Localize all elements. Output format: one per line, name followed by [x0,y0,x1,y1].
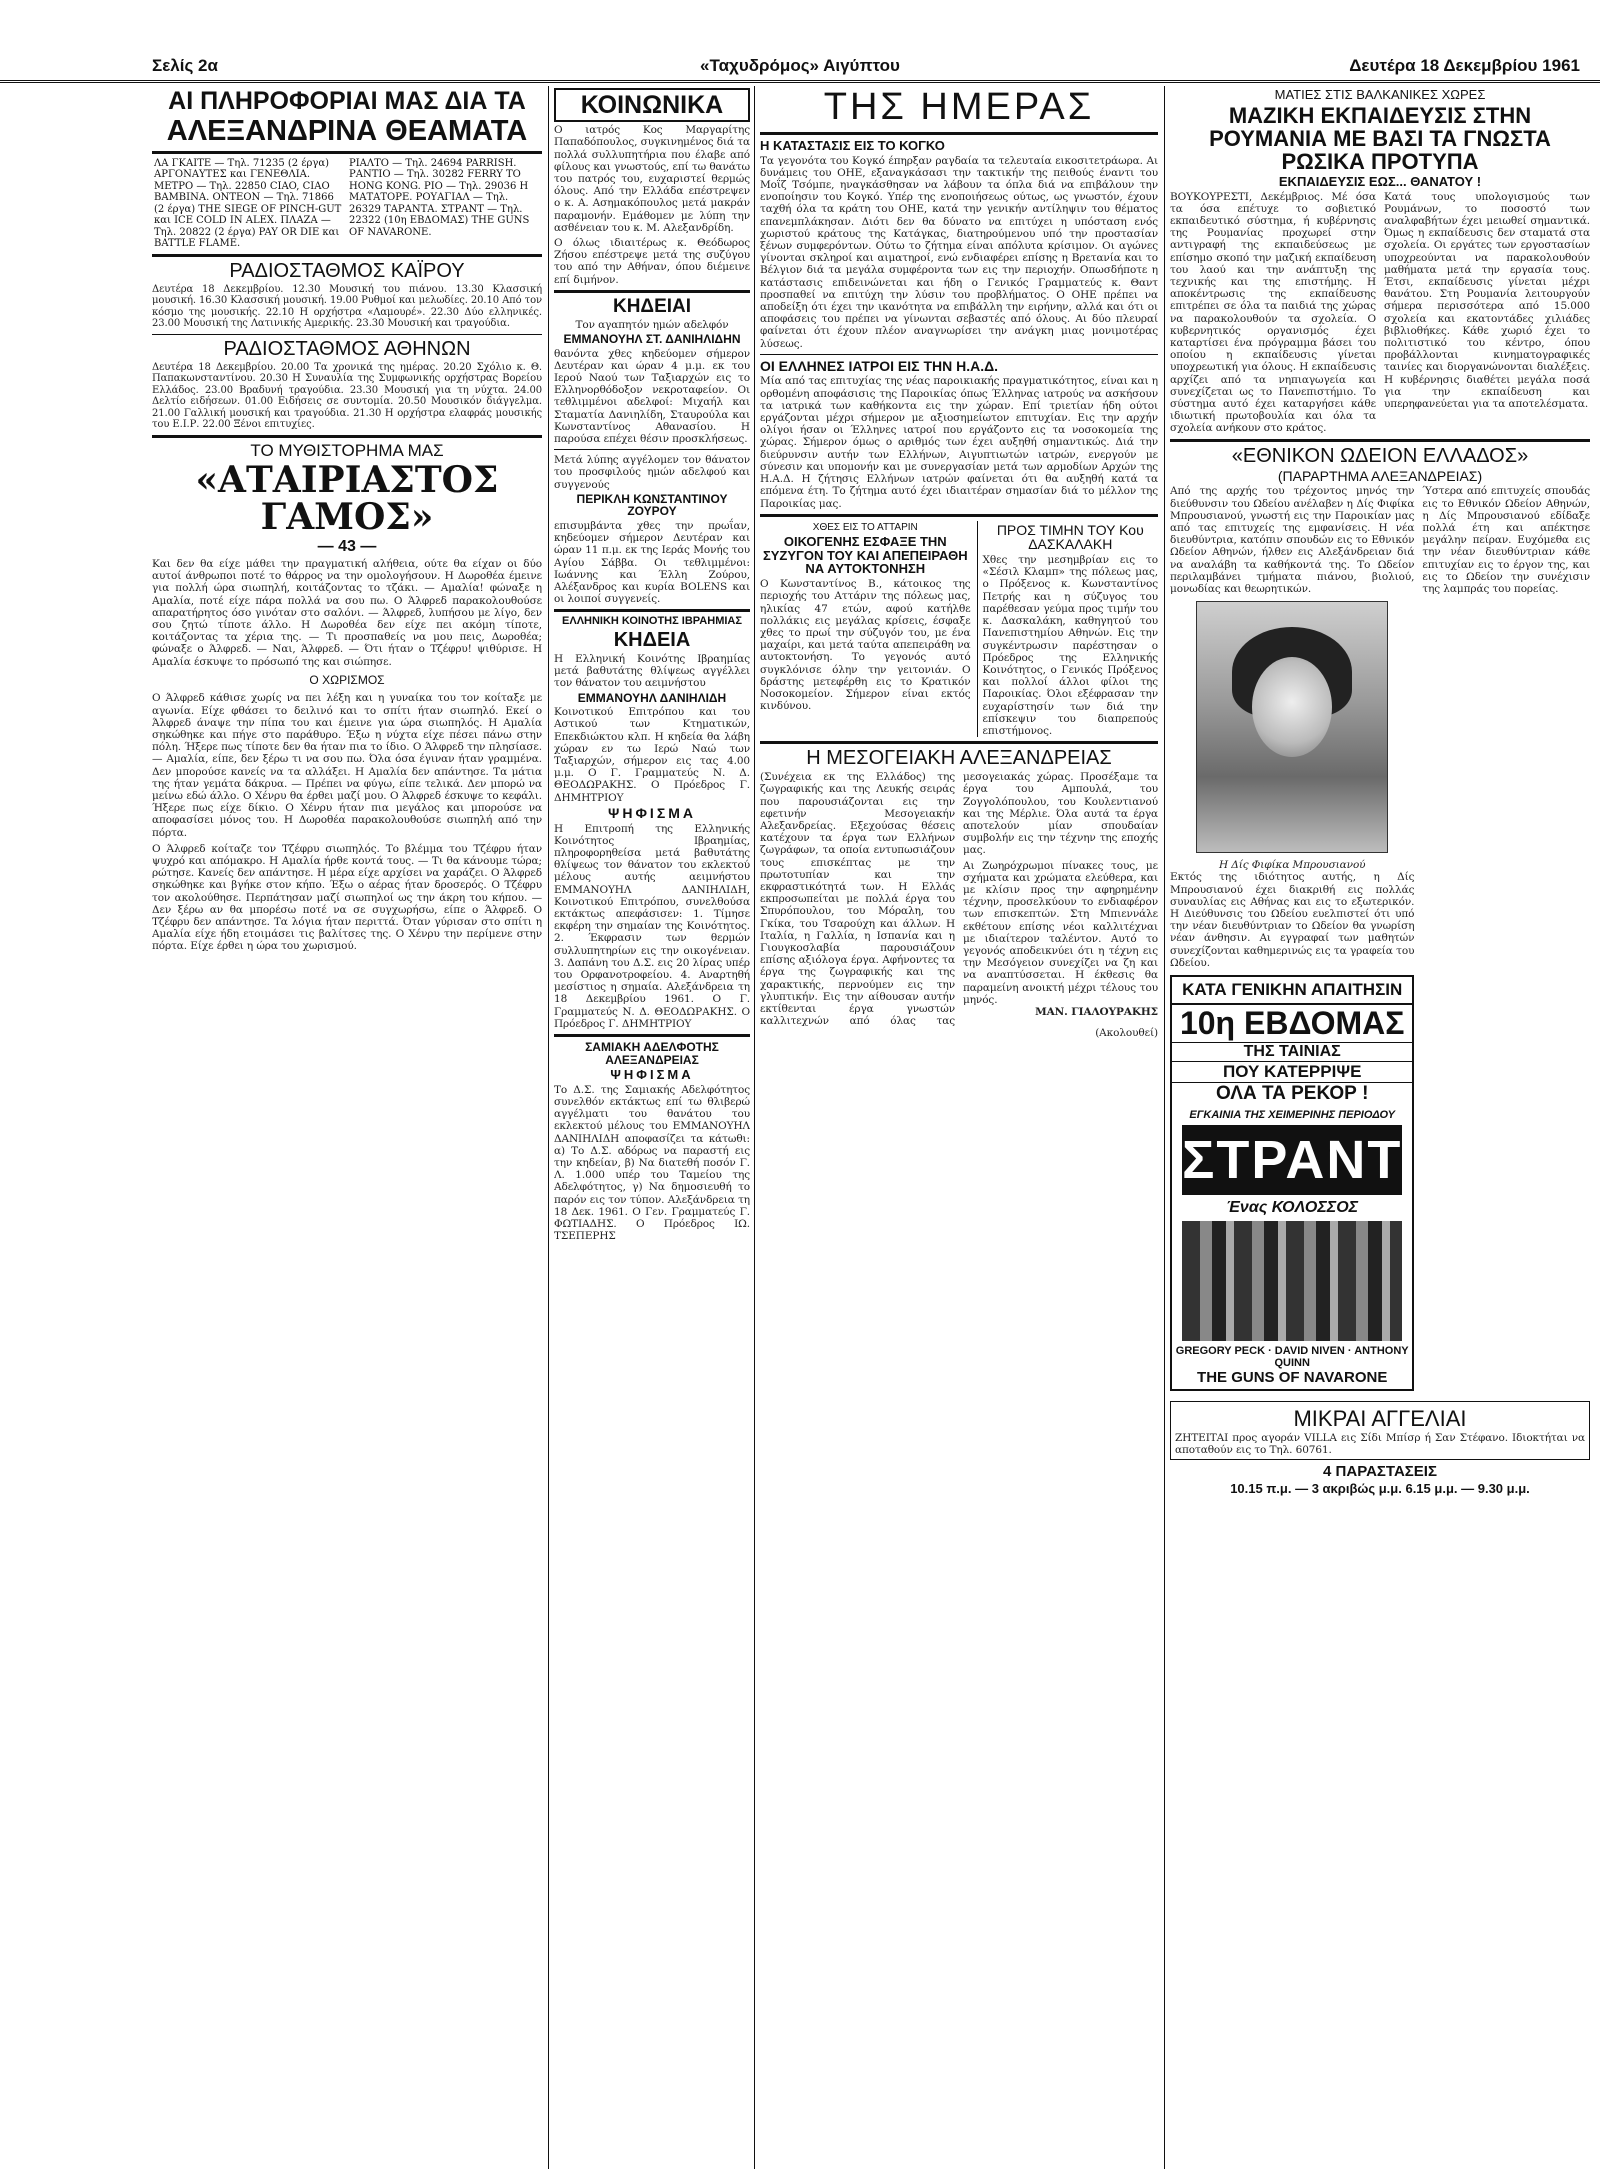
article-headline: ΜΑΖΙΚΗ ΕΚΠΑΙΔΕΥΣΙΣ ΣΤΗΝ ΡΟΥΜΑΝΙΑ ΜΕ ΒΑΣΙ ΤΑ ΓΝΩΣΤΑ ΡΩΣΙΚΑ ΠΡΟΤΥΠΑ [1209,102,1551,174]
article-headline: ΟΙ ΕΛΛΗΝΕΣ ΙΑΤΡΟΙ ΕΙΣ ΤΗΝ Η.Α.Δ. [760,357,999,374]
divider [760,741,1158,744]
resolution-title: ΨΗΦΙΣΜΑ [608,804,696,821]
radio-cairo-title: ΡΑΔΙΟΣΤΑΘΜΟΣ ΚΑΪΡΟΥ [229,259,465,282]
divider [554,290,750,293]
photo-caption: Η Δίς Φιφίκα Μπρουσιανού [1218,859,1366,872]
novel-installment: — 43 — [317,538,377,556]
conservatory-left [1170,485,1414,1397]
cinema-section-title: ΑΛΕΞΑΝΔΡΙΝΑ ΘΕΑΜΑΤΑ [166,115,528,148]
divider [760,132,1158,135]
obituary-text: επισυμβάντα χθες την πρωΐαν, κηδεύομεν σήμερον Δευτέραν και ώραν 11 π.μ. εκ της Ιεράς Μονής του Αγίου Σάββα. Οι τεθλιμμένοι: Ιωάννης και Έλλη Ζούρου, Αλέξανδρος και κυρία BOLENS και οι λοιποί συγγενείς. [554,520,750,606]
novel-kicker: ΤΟ ΜΥΘΙΣΤΟΡΗΜΑ ΜΑΣ [250,440,444,460]
mediterranean-headline: Η ΜΕΣΟΓΕΙΑΚΗ ΑΛΕΞΑΝΔΡΕΙΑΣ [806,747,1112,770]
obituary-name: ΕΜΜΑΝΟΥΗΛ ΣΤ. ΔΑΝΙΗΛΙΔΗΝ [563,332,741,347]
divider [554,1034,750,1037]
article-text: Από της αρχής του τρέχοντος μηνός την διεύθυνσιν του Ωδείου ανέλαβεν η Δίς Φιφίκα Μπρουσιανού, γνωστή εις την Παροικίαν μας από τας επιτυχείς της εμφανίσεις. Η νέα διευθύντρια, κατόπιν σπουδών εις το Εθνικόν Ωδείον Αθηνών, ήλθεν εις Αλεξάνδρειαν διά να αναλάβη τα καθήκοντά της. Το Ωδείον περιλαμβάνει τμήματα πιάνου, βιολιού, μονωδίας και θεωρητικών. [1170,485,1415,595]
community-name: ΕΛΛΗΝΙΚΗ ΚΟΙΝΟΤΗΣ ΙΒΡΑΗΜΙΑΣ [562,615,742,628]
classifieds-title: ΜΙΚΡΑΙ ΑΓΓΕΛΙΑΙ [1293,1405,1467,1431]
novel-text: Ο Άλφρεδ κοίταζε τον Τζέφρυ σιωπηλός. Το βλέμμα του Τζέφρυ ήταν ψυχρό και απόμακρο. Η Αμαλία ήρθε κοντά τους. — Τι θα κάνουμε τώρα; ρώτησε. Κανείς δεν απάντησε. Η μέρα είχε αρχίσει να χαράζει. Ο Άλφρεδ σηκώθηκε και βγήκε στον κήπο. Έξω ο αέρας ήταν δροσερός. Ο Τζέφρυ τον ακολούθησε. Περπάτησαν μαζί σιωπηλοί ως την άκρη του κήπου. — Δεν ξέρω αν θα μπορέσω ποτέ να σε συγχωρήσω, είπε ο Άλφρεδ. Ο Τζέφρυ δεν απάντησε. Τα λόγια ήταν περιττά. Όταν γύρισαν στο σπίτι η Αμαλία είχε ήδη ετοιμάσει τις βαλίτσες της. Ο Χένρυ την περίμενε στην πόρτα. Είχε έρθει η ώρα του χωρισμού. [152,842,542,953]
navarone-ad [1170,975,1414,1391]
portrait-photo [1196,601,1388,853]
resolution-title: ΨΗΦΙΣΜΑ [610,1067,694,1083]
poster-art [1182,1221,1402,1341]
issue-date: Δευτέρα 18 Δεκεμβρίου 1961 [1349,56,1580,75]
news-boxes [760,521,1158,737]
article-text: Τα γεγονότα του Κογκό έπηρξαν ραγδαία τα τελευταία εικοσιτετράωρα. Αι δυνάμεις του ΟΗΕ, εξαναγκάσασι την τακτικήν της πειθούς έναντι του Μοΐζ Τσόμπε, ηναγκάσθησαν να λάβουν τα όπλα διά να επιβάλουν την ενοποίησιν του Κογκό. Υπέρ της ενοποιήσεως ούτως, ως γνωστόν, έχουν ταχθή όλα τα κράτη του ΟΗΕ, κατά την γενικήν αντίληψιν του θέματος επανεμπλάκησαν. Διότι δεν θα δύνατο να επιτύχει η υπόσταση ενός χωριστού κράτους της Κατάγκας, διατηρούμενου υπό την προστασίαν ξένων συμφερόντων. Ούτω το ζήτημα είναι απόλυτα κρίσιμον. Οι αγώνες γίνονται σκληροί και αιματηροί, ενώ ενδιαφέρει επίσης η Βρετανία και το Βέλγιον διά τα μεγάλα συμφέροντα των εις την περιοχήν. Οπωσδήποτε η κατάστασις επιδεινώνεται και ήδη ο Γενικός Γραμματεύς κ. Θαντ προσπαθεί να επιτύχη την λύσιν του προβλήματος. Ο ΟΗΕ πρέπει να αποδείξη ότι έχει την ικανότητα να επιβάλλη την ειρήνην, αλλά και ότι οι αποφάσεις του πρέπει να γίνωνται σεβαστές από όλους. Αι δύο πλευραί φαίνεται ότι έχουν πλέον αναγνωρίσει την ανάγκη μιας μονιμοτέρας λύσεως. [760,154,1158,350]
article-subheadline: ΕΚΠΑΙΔΕΥΣΙΣ ΕΩΣ... ΘΑΝΑΤΟΥ ! [1278,173,1482,189]
conservatory-title: «ΕΘΝΙΚΟΝ ΩΔΕΙΟΝ ΕΛΛΑΔΟΣ» [1231,444,1529,467]
ad-line: ΤΗΣ ΤΑΙΝΙΑΣ [1172,1042,1412,1062]
attarin-story [760,521,971,737]
newspaper-name: «Ταχυδρόμος» Αιγύπτου [700,56,900,75]
obituary-intro: Τον αγαπητόν ημών αδελφόν [575,318,729,331]
article-text: Εκτός της ιδιότητος αυτής, η Δίς Μπρουσιανού έχει διακριθή εις πολλάς συναυλίας εις Αθήνας και εις το εξωτερικόν. Η Διεύθυνσις του Ωδείου ευελπιστεί ότι υπό την νέαν διευθύντριαν το Ωδείον θα γνωρίση νέαν άνθησιν. Αι εγγραφαί των μαθητών συνεχίζονται καθημερινώς εις τα γραφεία του Ωδείου. [1170,871,1415,969]
novel-subheading: Ο ΧΩΡΙΣΜΟΣ [309,672,385,687]
column-rule [754,86,755,2169]
story-text: Ο Κωνσταντίνος Β., κάτοικος της περιοχής του Αττάριν της πόλεως μας, ηλικίας 47 ετών, αφού κατήλθε πολλάκις εις μεγάλας κρίσεις, έσφαξε χθες το πρωί την σύζυγόν του, με ένα μαχαίρι, και μετά ταύτα απεπειράθη να αυτοκτονήση. Το γεγονός αυτό συγκλόνισε όλην την γειτονιάν. Ο δράστης μετεφέρθη εις το Κρατικόν Νοσοκομείον. Σήμερον είναι εκτός κινδύνου. [760,578,971,713]
cinema-listings-left: ΛΑ ΓΚΑΙΤΕ — Τηλ. 71235 (2 έργα) ΑΡΓΟΝΑΥΤΕΣ και ΓΕΝΕΘΛΙΑ. ΜΕΤΡΟ — Τηλ. 22850 CIAO, CIAO BAMBINA. ΟΝΤΕΟΝ — Τηλ. 71866 (2 έργα) THE SIEGE OF PINCH-GUT και ICE COLD IN ALEX. ΠΛΑΖΑ — Τηλ. 20822 (2 έργα) PAY OR DIE και BATTLE FLAME. [154,157,342,250]
ad-line: 10η ΕΒΔΟΜΑΣ [1179,1004,1405,1041]
conservatory-body [1170,485,1590,1397]
daskalakis-story [977,521,1158,737]
divider [152,435,542,438]
divider [554,609,750,612]
column-entertainment [152,86,542,2169]
divider [152,334,542,335]
ad-line: ΟΛΑ ΤΑ ΡΕΚΟΡ ! [1172,1082,1412,1105]
funeral-text: Η Ελληνική Κοινότης Ιβραημίας μετά βαθυτάτης θλίψεως αγγέλλει τον θάνατον του αειμνήστου [554,653,750,690]
conservatory-subtitle: (ΠΑΡΑΡΤΗΜΑ ΑΛΕΞΑΝΔΡΕΙΑΣ) [1277,467,1483,484]
ad-tagline: Ένας ΚΟΛΟΣΣΟΣ [1226,1198,1359,1216]
cinema-listings [152,158,542,250]
funeral-name: ΕΜΜΑΝΟΥΗΛ ΔΑΝΙΗΛΙΔΗ [577,690,727,705]
article-text: Ύστερα από επιτυχείς σπουδάς εις το Εθνικόν Ωδείον Αθηνών, η Δίς Μπρουσιανού εδίδαξε πολλά έτη και απέκτησε μεγάλην πείραν. Ευχόμεθα εις την νέαν διευθύντριαν κάθε επιτυχίαν εις το έργον της, και εις το Ωδείον την συνέχισιν της λαμπράς του πορείας. [1422,485,1590,595]
column-rule [1164,86,1165,2169]
ad-line: ΚΑΤΑ ΓΕΝΙΚΗΝ ΑΠΑΙΤΗΣΙΝ [1172,977,1412,1005]
ad-line: ΠΟΥ ΚΑΤΕΡΡΙΨΕ [1222,1061,1362,1081]
radio-athens-schedule: Δευτέρα 18 Δεκεμβρίου. 20.00 Τα χρονικά της ημέρας. 20.20 Σχόλιο κ. Θ. Παπακωνσταντίνου. 20.30 Η Συναυλία της Συμφωνικής ορχήστρας Βορείου Ελλάδος. 23.00 Βραδυνή τραγούδια. 23.30 Μουσική για τη νύχτα. 24.00 Δελτίο ειδήσεων. 01.00 Ειδήσεις σε συντομία. 20.50 Μουσικόν διάγγελμα. 21.00 Γαλλική μουσική και τραγούδια. 21.30 Η ορχήστρα ελαφράς μουσικής του Ε.Ι.Ρ. 22.00 Ξένοι επιτυχίες. [152,361,542,431]
social-news: Ο όλως ιδιαιτέρως κ. Θεόδωρος Ζήσου επέστρεψε μετά της συζύγου του από την Αθήναν, όπου διέμεινε επί διμήνον. [554,237,750,286]
divider [1170,439,1590,442]
ad-showings: 4 ΠΑΡΑΣΤΑΣΕΙΣ [1323,1463,1437,1481]
ad-promo: ΕΓΚΑΙΝΙΑ ΤΗΣ ΧΕΙΜΕΡΙΝΗΣ ΠΕΡΙΟΔΟΥ [1189,1108,1396,1121]
novel-text: Ο Άλφρεδ κάθισε χωρίς να πει λέξη και η γυναίκα του τον κοίταξε με αγωνία. Είχε φθάσει το δειλινό και το σπίτι ήταν σιωπηλό. Εκεί ο Άλφρεδ άναψε την πίπα του και έμεινε για ώρα σιωπηλός. Η Αμαλία σηκώθηκε και πήγε στο παράθυρο. Έξω η νύχτα είχε πέσει πάνω στην πόλη. Ήξερε πως τίποτε δεν θα ήταν πια το ίδιο. Ο Άλφρεδ την πλησίασε. — Αμαλία, είπε, δεν ξέρω τι να σου πω. Όλα όσα έγιναν ήταν γραμμένα. Δεν μπορούσε κανείς να τα αλλάξει. Η Αμαλία δεν απάντησε. Τα μάτια της ήταν γεμάτα δάκρυα. — Πρέπει να φύγω, είπε τελικά. Δεν μπορώ να μείνω εδώ άλλο. Ο Χένρυ θα έρθει μαζί μου. Ο Άλφρεδ έσκυψε το κεφάλι. Ήξερε πως είχε δίκιο. Ο Χένρυ ήταν πια μεγάλος και μπορούσε να αποφασίσει μόνος του. Η Δωροθέα παρακολουθούσε σιωπηλή από την πόρτα. [152,692,542,839]
novel-text: Και δεν θα είχε μάθει την πραγματική αλήθεια, ούτε θα είχαν οι δύο αυτοί άνθρωποι ποτέ το θάρρος να την ομολογήσουν. Η Δωροθέα έμεινε για πολλή ώρα σιωπηλή, κοιτάζοντας το τζάκι. — Αμαλία! φώναξε η Αμαλία, ποτέ είχε πάρα πολλά να σου πω. Ο Άλφρεδ παρακολουθούσε απαρατήρητος όσο γινόταν στο σαλόνι. — Άλφρεδ, λυπήσου με λίγο, δεν σου ζητώ τίποτε άλλο. Η Δωροθέα δεν είχε πει ακόμη τίποτε, κοιτάζοντας τα χέρια της. — Τι προσπαθείς να μου πεις, Δωροθέα; φώναξε ο Άλφρεδ. — Ναι, Άλφρεδ. — Ότι ήταν ο Τζέφρυ! ψιθύρισε. Η Αμαλία έσκυψε το πρόσωπό της και σιώπησε. [152,557,542,668]
portrait-face [1252,657,1332,757]
obituary-intro: Μετά λύπης αγγέλομεν τον θάνατον του προσφιλούς ημών αδελφού και συγγενούς [554,454,750,491]
ad-cast: GREGORY PECK · DAVID NIVEN · ANTHONY QUINN [1175,1344,1409,1369]
funeral-text: Κοινοτικού Επιτρόπου και του Αστικού των Κτηματικών, Επεκδιώκτου κλπ. Η κηδεία θα λάβη χώραν εν τω Ιερώ Ναώ των Ταξιαρχών, σήμερον εις τας 4.00 μ.μ. Ο Γ. Γραμματεύς Ν. Δ. ΘΕΟΔΩΡΑΚΗΣ. Ο Πρόεδρος Γ. ΔΗΜΗΤΡΙΟΥ [554,706,750,804]
story-kicker: ΧΘΕΣ ΕΙΣ ΤΟ ΑΤΤΑΡΙΝ [812,521,918,533]
social-news: Ο ιατρός Κος Μαργαρίτης Παπαδόπουλος, συγκινημένος διά τα πολλά συλλυπητήρια που έλαβε από φίλους και γνωστούς, επί τω θανάτω του πατρός του, ευχαριστεί θερμώς όλους. Από την Ελλάδα επέστρεψεν ο κ. Α. Ασημακόπουλος μετά μακράν παραμονήν. Εμάθομεν με λύπη την ασθένειαν του κ. Μ. Αλεξανδρίδη. [554,124,750,234]
article-text: ΒΟΥΚΟΥΡΕΣΤΙ, Δεκέμβριος. Μέ όσα τα όσα επέτυχε το σοβιετικό εκπαιδευτικό σύστημα, ή κυβέρνησις της Ρουμανίας προχωρεί στην αντιγραφή της εκπαιδεύσεως με επίσημο σκοπό την μαζική εκπαίδευση του λαού και την ανάπτυξη της τεχνικής και της επιστήμης. Η αποκέντρωσις της εκπαίδευσης επιτρέπει σε όλα τα παιδιά της χώρας να παρακολουθούν τα σχολεία. Ο κυβερνητικός οργανισμός έχει καταρτίσει ένα πρόγραμμα βάσει του οποίου η εκπαίδευσις γίνεται υποχρεωτική για όλους. Η εκπαίδευσις αρχίζει από τα νηπιαγωγεία και συνεχίζεται ως το Πανεπιστήμιο. Το σύστημα αυτό έχει καταργήσει κάθε ιδιωτική πρωτοβουλία και όλα τα σχολεία ανήκουν στο κράτος. [1170,190,1376,435]
continued-note: (Ακολουθεί) [1095,1027,1158,1040]
brotherhood-name: ΣΑΜΙΑΚΗ ΑΔΕΛΦΟΤΗΣ ΑΛΕΞΑΝΔΡΕΙΑΣ [585,1039,719,1067]
masthead [0,54,1600,83]
article-signature: ΜΑΝ. ΓΙΑΛΟΥΡΑΚΗΣ [1035,1005,1158,1018]
conservatory-right [1422,485,1590,1397]
today-title: ΤΗΣ ΗΜΕΡΑΣ [823,86,1095,128]
divider [152,254,542,257]
radio-athens-title: ΡΑΔΙΟΣΤΑΘΜΟΣ ΑΘΗΝΩΝ [223,337,471,360]
cinema-section-title: ΑΙ ΠΛΗΡΟΦΟΡΙΑΙ ΜΑΣ ΔΙΑ ΤΑ [168,87,526,115]
page-number: Σελίς 2α [152,56,218,75]
obituary-name: ΠΕΡΙΚΛΗ ΚΩΝΣΤΑΝΤΙΝΟΥ ΖΟΥΡΟΥ [576,491,728,519]
divider [554,449,750,450]
column-rule [548,86,549,2169]
divider [152,151,542,154]
obituary-text: θανόντα χθες κηδεύομεν σήμερον Δευτέραν και ώραν 4 μ.μ. εκ του Ιερού Ναού των Ταξιαρχών εις το Ελληνορθόδοξον νεκροταφείον. Οι τεθλιμμένοι αδελφοί: Μιχαήλ και Σταματία Δανιηλίδη, Σταυρούλα και Κωνσταντίνος Αθανασίου. Η παρούσα επέχει θέσιν προσκλήσεως. [554,347,750,446]
divider [760,514,1158,517]
funerals-title: ΚΗΔΕΙΑΙ [612,295,692,317]
mediterranean-article [760,771,1158,1027]
social-title: ΚΟΙΝΩΝΙΚΑ [554,88,750,122]
story-headline: ΟΙΚΟΓΕΝΗΣ ΕΣΦΑΞΕ ΤΗΝ ΣΥΖΥΓΟΝ ΤΟΥ ΚΑΙ ΑΠΕΠΕΙΡΑΘΗ ΝΑ ΑΥΤΟΚΤΟΝΗΣΗ [762,534,968,577]
ad-cinema-name: ΣΤΡΑΝΤ [1182,1125,1402,1195]
ad-film-title: THE GUNS OF NAVARONE [1197,1368,1388,1386]
resolution-text: Το Δ.Σ. της Σαμιακής Αδελφότητος συνελθόν εκτάκτως επί τω θλιβερώ αγγέλματι του θανάτου του εκλεκτού μέλους του ΕΜΜΑΝΟΥΗΛ ΔΑΝΙΗΛΙΔΗ αποφασίζει τα κάτωθι: α) Το Δ.Σ. αδόρως να παραστή εις την κηδείαν, β) Να διατεθή ποσόν Γ. Λ. 1.000 υπέρ του Ταμείου της Αδελφότητος, γ) Να δημοσιευθή το παρόν εις τον τύπον. Αλεξάνδρεια τη 18 Δεκ. 1961. Ο Γεν. Γραμματεύς Γ. ΦΩΤΙΑΔΗΣ. Ο Πρόεδρος ΙΩ. ΤΣΕΠΕΡΗΣ [554,1083,750,1243]
article-text: Αι Ζωηρόχρωμοι πίνακες τους, με σχήματα και χρώματα ελεύθερα, και με κλίσιν προς την αφηρημένην τέχνην, προσελκύουν το ενδιαφέρον των επισκεπτών. Στη Μπιεννάλε εκθέτουν επίσης νέοι καλλιτέχναι με ιδιαίτερον ταλέντον. Αυτό το γεγονός αποδεικνύει ότι η τέχνη εις την Μεσόγειον συνεχίζει να ζη και να αναπτύσσεται. Η έκθεσις θα παραμείνη ανοικτή μέχρι τέλους του μηνός. [963,859,1158,1006]
funeral-title: ΚΗΔΕΙΑ [613,629,691,652]
column-today [760,86,1158,2169]
radio-cairo-schedule: Δευτέρα 18 Δεκεμβρίου. 12.30 Μουσική του πιάνου. 13.30 Κλασσική μουσική. 16.30 Κλασσική μουσική. 19.00 Ρυθμοί και μελωδίες. 20.10 Από τον κόσμο της μουσικής. 22.10 Η ορχήστρα «Λαμουρέ». 22.30 Δύο ελληνικές. 23.00 Μουσική της Λατινικής Αμερικής. 23.30 Μουσική και τραγούδια. [152,283,542,330]
resolution-text: Η Επιτροπή της Ελληνικής Κοινότητος Ιβραημίας, πληροφορηθείσα μετά βαθυτάτης θλίψεως τον θάνατον του εκλεκτού μέλους αυτής αειμνήστου ΕΜΜΑΝΟΥΗΛ ΔΑΝΙΗΛΙΔΗ, Κοινοτικού Επιτρόπου, συνελθούσα εκτάκτως απεφάσισεν: 1. Τίμησε εκφέρη την σημαίαν της Κοινότητος. 2. Έκφρασιν των θερμών συλλυπητηρίων εις την οικογένειαν. 3. Δαπάνη του Δ.Σ. εις 20 λίρας υπέρ του Ορφανοτροφείου. 4. Αναρτηθή μεσίστιος η σημαία. Αλεξάνδρεια τη 18 Δεκεμβρίου 1961. Ο Γ. Γραμματεύς Ν. Δ. ΘΕΟΔΩΡΑΚΗΣ. Ο Πρόεδρος Γ. ΔΗΜΗΤΡΙΟΥ [554,822,750,1030]
article-kicker: ΜΑΤΙΕΣ ΣΤΙΣ ΒΑΛΚΑΝΙΚΕΣ ΧΩΡΕΣ [1274,87,1486,102]
classifieds [1170,1401,1590,1461]
ad-show-times: 10.15 π.μ. — 3 ακριβώς μ.μ. 6.15 μ.μ. — 9.30 μ.μ. [1230,1481,1530,1497]
romania-article [1170,191,1590,435]
story-headline: ΠΡΟΣ ΤΙΜΗΝ ΤΟΥ Κου ΔΑΣΚΑΛΑΚΗ [996,521,1144,553]
story-text: Χθες την μεσημβρίαν εις το «Σέσιλ Κλαμπ» της πόλεως μας, ο Πρόξενος κ. Κωνσταντίνος Πετρής και η σύζυγος του παρέθεσαν γεύμα προς τιμήν του κ. Δασκαλάκη, καθηγητού του Πανεπιστημίου Αθηνών. Εις την συγκέντρωσιν παρέστησαν ο Πρόεδρος της Ελληνικής Κοινότητος, ο Γενικός Πρόξενος και πολλοί άλλοι φίλοι της Παροικίας. Όλοι εξέφρασαν την ευχαρίστησίν των διά την επίσκεψιν του διαπρεπούς επιστήμονος. [982,554,1158,737]
column-social [554,86,750,2169]
article-text: Μία από τας επιτυχίας της νέας παροικιακής πραγματικότητος, είναι και η ορθομένη αποφάσισις της Παροικίας όπως Έλληνας ιατρούς να ασκήσουν τα ιατρικά των καθήκοντα εις την χώραν. Επί τριετίαν ήδη ούτοι εργάζονται μέχρι σήμερον με αξιοσημείωτον επιτυχίαν. Εις την αρχήν ολίγοι ήσαν οι Έλληνες ιατροί που εργάζοντο εις τα νοσοκομεία της χώρας. Σήμερον όμως ο αριθμός των έχει αυξηθή σημαντικώς. Διά την διεύρυνσιν αυτήν των Ελλήνων, Αιγυπτιωτών ιατρών, ενεργούν με σύνεσιν και υπομονήν και με συνεργασίαν μετά των αρμοδίων Αρχών της Η.Α.Δ. Η ζήτησις Ελλήνων ιατρών φαίνεται ότι θα αυξηθή κατά τα επόμενα έτη. Το ζήτημα αυτό έχει ιδιαιτέραν σημασίαν διά το μέλλον της Παροικίας μας. [760,375,1158,510]
article-headline: Η ΚΑΤΑΣΤΑΣΙΣ ΕΙΣ ΤΟ ΚΟΓΚΟ [760,137,945,153]
article-text: Κατά τους υπολογισμούς των Ρουμάνων, το ποσοστό των αναλφαβήτων έχει μειωθεί σημαντικά. Όμως η εκπαίδευσις δεν σταματά στα σχολεία. Οι εργάτες των εργοστασίων υποχρεούνται να παρακολουθούν μαθήματα μετά την εργασία τους. Έτσι, εκπαίδευσις γίνεται μέχρι θανάτου. Στη Ρουμανία λειτουργούν σήμερα περισσότερα από 15.000 σχολεία και εκατοντάδες χιλιάδες βιβλιοθήκες. Κάθε χωριό έχει το πολιτιστικό του κέντρο, όπου προβάλλονται κινηματογραφικές ταινίες και διοργανώνονται διαλέξεις. Η κυβέρνησις διαθέτει μεγάλα ποσά για την εκπαίδευση και υπερηφανεύεται για τα αποτελέσματα. [1384,190,1590,411]
classifieds-text: ΖΗΤΕΙΤΑΙ προς αγοράν VILLA εις Σίδι Μπίσρ ή Σαν Στέφανο. Ιδιοκτήται να αποταθούν εις το Τηλ. 60761. [1175,1432,1585,1457]
cinema-listings-right: ΡΙΑΛΤΟ — Τηλ. 24694 PARRISH. ΡΑΝΤΙΟ — Τηλ. 30282 FERRY TO HONG KONG. ΡΙΟ — Τηλ. 29036 Η ΜΑΤΑΤΟΡΕ. ΡΟΥΑΓΙΑΛ — Τηλ. 26329 ΤΑΡΑΝΤΑ. ΣΤΡΑΝΤ — Τηλ. 22322 (10η ΕΒΔΟΜΑΣ) THE GUNS OF NAVARONE. [349,157,530,238]
novel-title: «ΑΤΑΙΡΙΑΣΤΟΣ ΓΑΜΟΣ» [195,458,499,539]
divider [760,354,1158,355]
column-romania [1170,86,1590,2169]
article-text: (Συνέχεια εκ της Ελλάδος) της ζωγραφικής και της Λευκής σειράς που παρουσιάζονται εις την εφετινήν Μεσογειακήν Αλεξανδρείας. Εξεχούσας θέσεις κατέχουν τα έργα των Ελλήνων ζωγράφων, τα οποία εντυπωσιάζουν τους επισκέπτας με την πρωτοτυπίαν και την εκφραστικότητά των. Η Ελλάς εκπροσωπείται με πολλά έργα του Σπυρόπουλου, του Μόραλη, του Γκίκα, του Τσαρούχη και άλλων. Η Ιταλία, η Γαλλία, η Ισπανία και η Γιουγκοσλαβία παρουσιάζουν επίσης αξιόλογα έργα. Αφήνοντες τα έργα της ζωγραφικής και της χαρακτικής, περνούμεν εις την γλυπτικήν. Εις την αίθουσαν αυτήν εκτίθενται έργα γνωστών καλλιτεχνών από όλας τας μεσογειακάς χώρας. Προσέξαμε τα έργα του Αμπουλά, του Ζογγολόπουλου, του Κουλεντιανού και της Μέρλιε. Όλα αυτά τα έργα αποτελούν μίαν σπουδαίαν συμβολήν εις την τέχνην της εποχής μας. [760,771,1158,1028]
